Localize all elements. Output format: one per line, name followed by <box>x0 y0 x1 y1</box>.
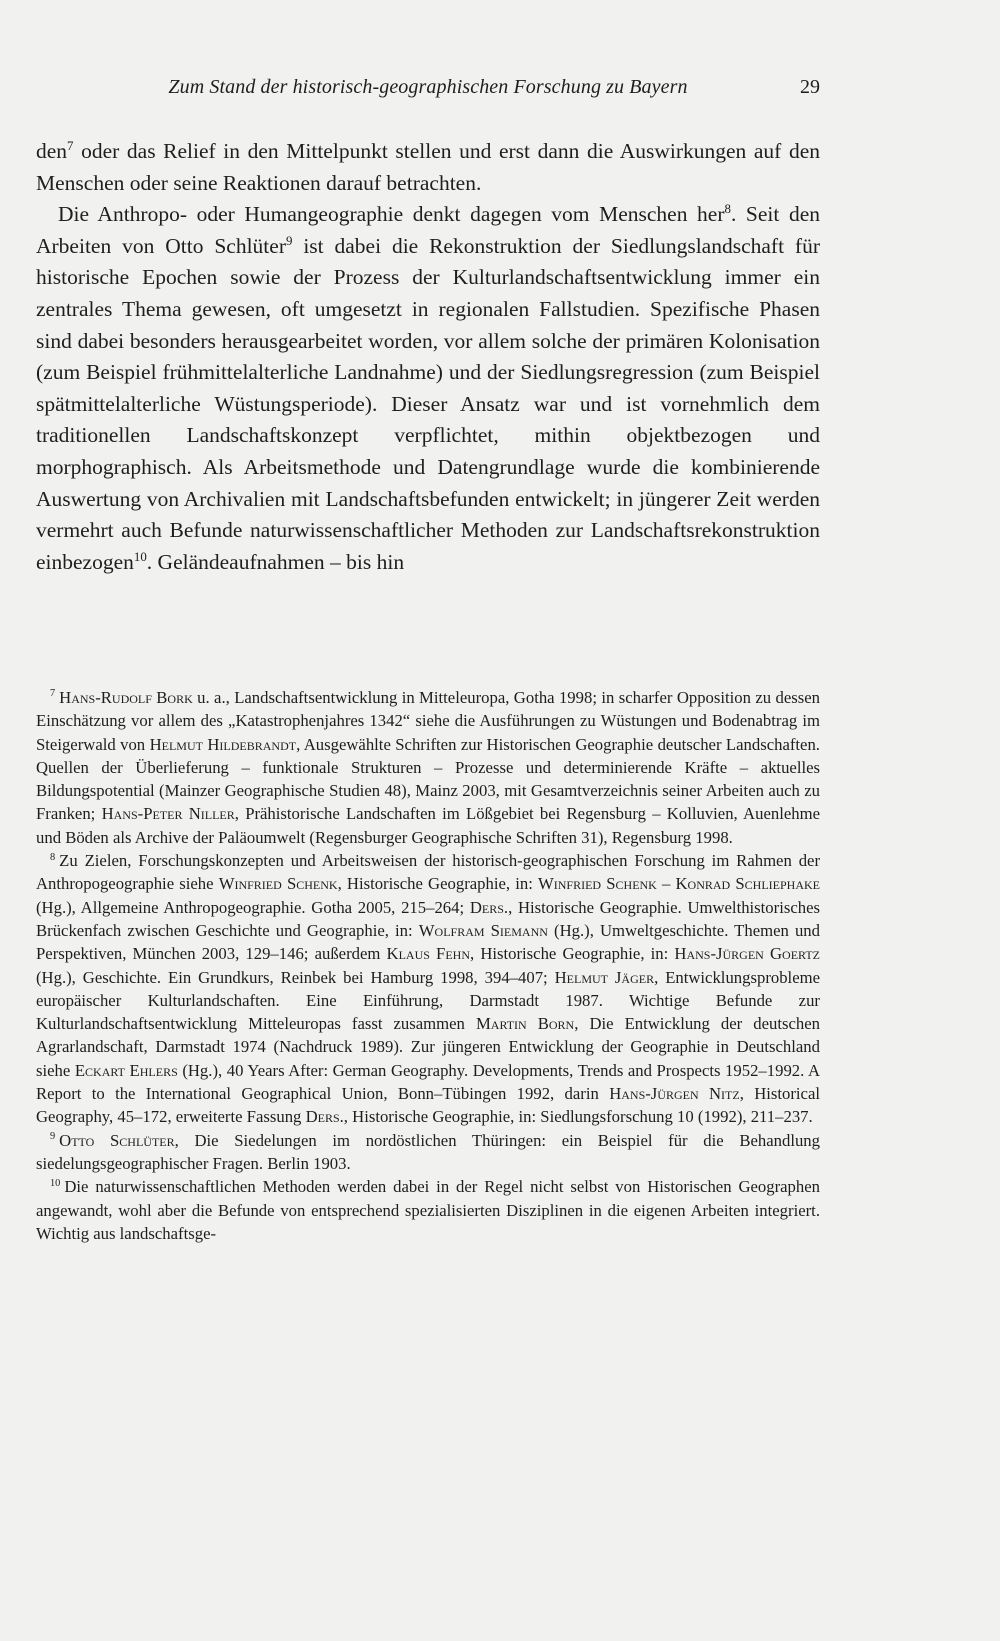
author-name: Ders. <box>469 897 509 917</box>
text-run: Die Anthropo- oder Humangeographie denkt dagegen vom Menschen her <box>58 202 725 227</box>
text-run: u. a., Landschaftsentwicklung in Mitteleuropa, Gotha 1998; in scharfer Opposition zu dessen Einschätzung vor allem des „Katastrophenjahres 1342“ siehe die Ausführungen zu Wüstungen und Bodenabtrag im Steigerwald von <box>36 688 820 754</box>
author-name: Ders. <box>305 1107 344 1127</box>
footnote-7 <box>36 686 820 849</box>
author-name: Winfried Schenk <box>218 874 338 894</box>
footnote-ref-8: 8 <box>724 202 731 217</box>
footnote-ref-7: 7 <box>67 138 74 153</box>
author-name: Klaus Fehn <box>386 944 470 964</box>
author-name: Martin Born <box>475 1014 575 1034</box>
footnote-ref-9: 9 <box>285 233 293 248</box>
author-name: Winfried Schenk – Konrad Schliephake <box>538 874 820 894</box>
text-run: , Historical Geography, 45–172, erweiterte Fassung <box>36 1084 821 1127</box>
paragraph-1 <box>36 136 820 199</box>
text-run: (Hg.), 40 Years After: German Geography. Developments, Trends and Prospects 1952–1992. A Report to the International Geographical Union, Bonn–Tübingen 1992, darin <box>36 1060 821 1104</box>
footnote-number: 9 <box>50 1131 56 1143</box>
author-name: Helmut Jäger <box>554 967 655 987</box>
text-run: (Hg.), Allgemeine Anthropogeographie. Gotha 2005, 215–264; <box>36 897 470 917</box>
text-run: , Entwicklungsprobleme europäischer Kulturlandschaften. Eine Einführung, Darmstadt 1987. Wichtige Befunde zur Kulturlandschaftsentwicklung Mitteleuropas fasst zusammen <box>36 967 820 1034</box>
text-run: ist dabei die Rekonstruktion der Siedlungslandschaft für historische Epochen sowie der Prozess der Kulturlandschaftsentwicklung immer ein zentrales Thema gewesen, oft umgesetzt in regionalen Fallstudien. Spezifische Phasen sind dabei besonders herausgearbeitet worden, vor allem solche der primären Kolonisation (zum Beispiel frühmittelalterliche Landnahme) und der Siedlungsregression (zum Beispiel spätmittelalterliche Wüstungsperiode). Dieser Ansatz war und ist vornehmlich dem traditionellen Landschaftskonzept verpflichtet, mithin objektbezogen und morphographisch. Als Arbeitsmethode und Datengrundlage wurde die kombinierende Auswertung von Archivalien mit Landschaftsbefunden entwickelt; in jüngerer Zeit werden vermehrt auch Befunde naturwissenschaftlicher Methoden zur Landschaftsrekonstruktion einbezogen <box>36 233 821 574</box>
text-run: oder das Relief in den Mittelpunkt stellen und erst dann die Auswirkungen auf den Menschen oder seine Reaktionen darauf betrachten. <box>36 139 820 195</box>
author-name: Otto Schlüter <box>59 1130 175 1150</box>
text-run: , Historische Geographie. Umwelthistorisches Brückenfach zwischen Geschichte und Geographie, in: <box>36 897 820 940</box>
paragraph-2 <box>36 199 820 578</box>
footnotes <box>36 686 820 1245</box>
author-name: Helmut Hildebrandt <box>149 734 297 754</box>
text-run: , Die Entwicklung der deutschen Agrarlandschaft, Darmstadt 1974 (Nachdruck 1989). Zur jüngeren Entwicklung der Geographie in Deutschland siehe <box>36 1014 820 1080</box>
running-title: Zum Stand der historisch-geographischen Forschung zu Bayern <box>168 76 688 98</box>
text-run: (Hg.), Geschichte. Ein Grundkurs, Reinbek bei Hamburg 1998, 394–407; <box>36 967 555 987</box>
author-name: Wolfram Siemann <box>418 920 548 940</box>
page-number: 29 <box>800 76 820 98</box>
main-text <box>36 136 820 578</box>
text-run: , Historische Geographie, in: Siedlungsforschung 10 (1992), 211–237. <box>343 1107 813 1127</box>
footnote-number: 7 <box>50 688 56 700</box>
text-run: den <box>36 139 68 163</box>
text-run: . Geländeaufnahmen – bis hin <box>146 549 405 574</box>
footnote-9 <box>36 1129 820 1176</box>
footnote-8 <box>36 849 820 1129</box>
author-name: Hans-Peter Niller <box>101 804 235 824</box>
author-name: Hans-Jürgen Nitz <box>609 1084 740 1104</box>
text-run: , Ausgewählte Schriften zur Historischen Geographie deutscher Landschaften. Quellen der Überlieferung – funktionale Strukturen – Prozesse und determinierende Kräfte – aktuelles Bildungspotential (Mainzer Geographische Studien 48), Mainz 2003, mit Gesamtverzeichnis seiner Arbeiten auch zu Franken; <box>36 734 820 824</box>
footnote-10 <box>36 1175 820 1245</box>
footnote-number: 8 <box>50 851 56 863</box>
text-run: , Prähistorische Landschaften im Lößgebiet bei Regensburg – Kolluvien, Auenlehme und Böden als Archive der Paläoumwelt (Regensburger Geographische Schriften 31), Regensburg 1998. <box>36 804 820 847</box>
text-run: Die naturwissenschaftlichen Methoden werden dabei in der Regel nicht selbst von Historischen Geographen angewandt, wohl aber die Befunde von entsprechend spezialisierten Disziplinen in die eigenen Arbeiten integriert. Wichtig aus landschaftsge- <box>36 1177 820 1243</box>
author-name: Eckart Ehlers <box>74 1060 178 1080</box>
text-run: (Hg.), Umweltgeschichte. Themen und Perspektiven, München 2003, 129–146; außerdem <box>36 920 820 964</box>
author-name: Hans-Jürgen Goertz <box>674 944 820 964</box>
text-run: , Die Siedelungen im nordöstlichen Thüringen: ein Beispiel für die Behandlung siedelungsgeographischer Fragen. Berlin 1903. <box>36 1130 820 1173</box>
footnote-number: 10 <box>50 1177 61 1189</box>
text-run: , Historische Geographie, in: <box>470 944 675 964</box>
text-run: . Seit den Arbeiten von Otto Schlüter <box>36 202 820 258</box>
running-head <box>36 76 820 108</box>
author-name: Hans-Rudolf Bork <box>59 688 193 707</box>
text-run: Zu Zielen, Forschungskonzepten und Arbeitsweisen der historisch-geographischen Forschung im Rahmen der Anthropogeographie siehe <box>36 851 820 894</box>
footnote-ref-10: 10 <box>133 549 147 564</box>
text-run: , Historische Geographie, in: <box>337 874 538 894</box>
